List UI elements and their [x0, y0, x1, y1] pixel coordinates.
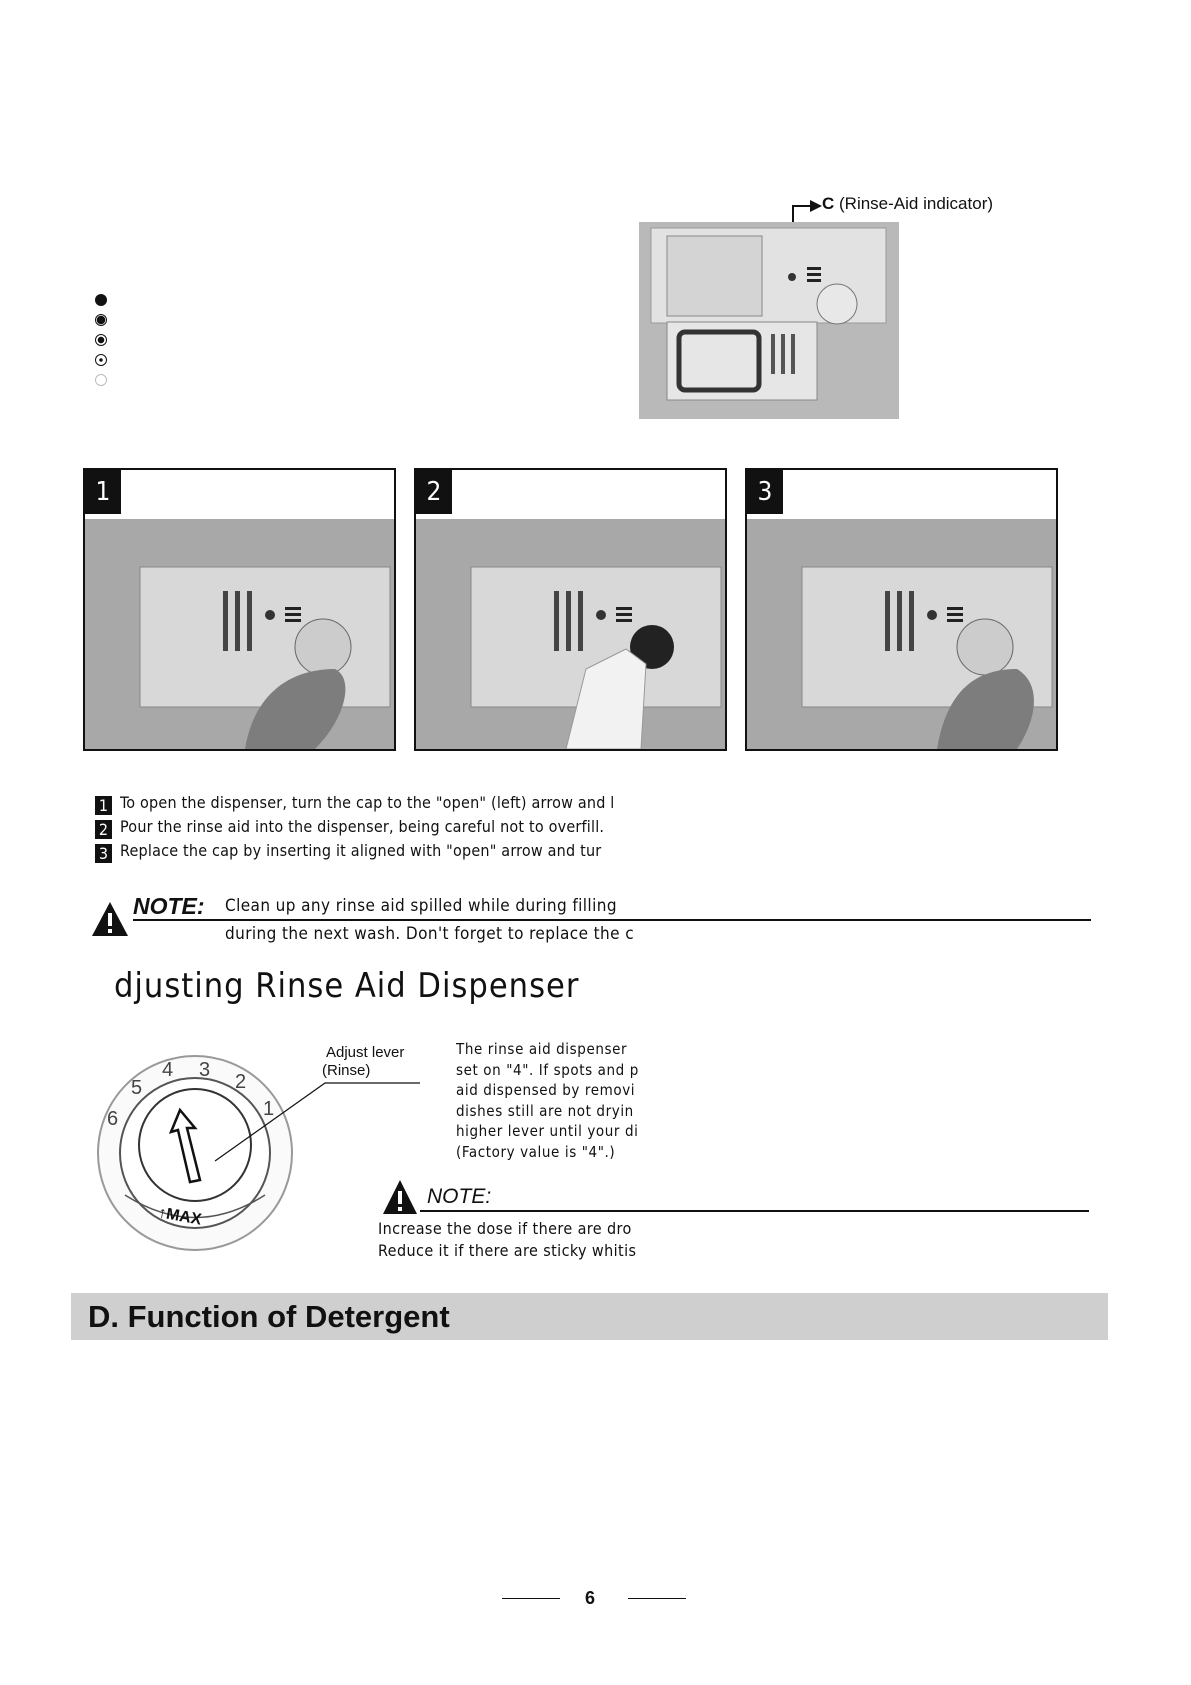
dial-label: Adjust lever (Rinse) [322, 1044, 405, 1079]
page-number-rule-right [628, 1598, 686, 1599]
dial-number-2: 2 [235, 1071, 247, 1093]
section-d-band [71, 1293, 1108, 1340]
step-photo-1 [83, 468, 396, 751]
dial-callout-line [210, 1075, 420, 1165]
note-line-2: Reduce it if there are sticky whitis [378, 1241, 637, 1260]
step-instruction-2: 2 Pour the rinse aid into the dispenser, being careful not to overfill. [95, 816, 604, 838]
step-badge: 2 [416, 470, 452, 514]
note-line-1: Increase the dose if there are dro [378, 1219, 632, 1238]
note-line-2: during the next wash. Don't forget to replace the c [225, 924, 635, 944]
dial-number-1: 1 [263, 1098, 275, 1120]
indicator-three-quarter-icon [95, 314, 107, 326]
page-number-rule-left [502, 1598, 560, 1599]
note-underline [133, 919, 1091, 921]
warning-icon [90, 900, 130, 938]
step-badge: 1 [85, 470, 121, 514]
section-d-title: D. Function of Detergent [88, 1299, 450, 1334]
step-instruction-1: 1 To open the dispenser, turn the cap to the "open" (left) arrow and l [95, 792, 615, 814]
note-line-1: Clean up any rinse aid spilled while during filling [225, 896, 617, 916]
indicator-full-icon [95, 294, 107, 306]
warning-icon [381, 1178, 419, 1216]
note-underline [420, 1210, 1089, 1212]
dial-number-4: 4 [162, 1059, 174, 1081]
adjust-paragraph: The rinse aid dispenser set on "4". If spots and p aid dispensed by removi dishes still are not dryin higher lever until your di (Factory value is "4".) [456, 1040, 639, 1161]
step-photo-2 [414, 468, 727, 751]
section-heading: djusting Rinse Aid Dispenser [114, 966, 580, 1006]
rinse-aid-indicator-label: C (Rinse-Aid indicator) [822, 194, 994, 213]
page-number: 6 [585, 1588, 596, 1608]
step-badge: 3 [747, 470, 783, 514]
step-photo-3 [745, 468, 1058, 751]
dial-max-label: ↑MAX [156, 1204, 203, 1229]
indicator-empty-icon [95, 374, 107, 386]
note-title: NOTE: [427, 1185, 492, 1208]
dispenser-photo [639, 222, 899, 419]
dial-number-3: 3 [199, 1059, 211, 1081]
indicator-quarter-icon [95, 354, 107, 366]
dial-number-6: 6 [107, 1108, 119, 1130]
dial-number-5: 5 [131, 1077, 143, 1099]
step-instruction-3: 3 Replace the cap by inserting it aligned with "open" arrow and tur [95, 840, 601, 862]
indicator-half-icon [95, 334, 107, 346]
note-title: NOTE: [133, 893, 205, 919]
